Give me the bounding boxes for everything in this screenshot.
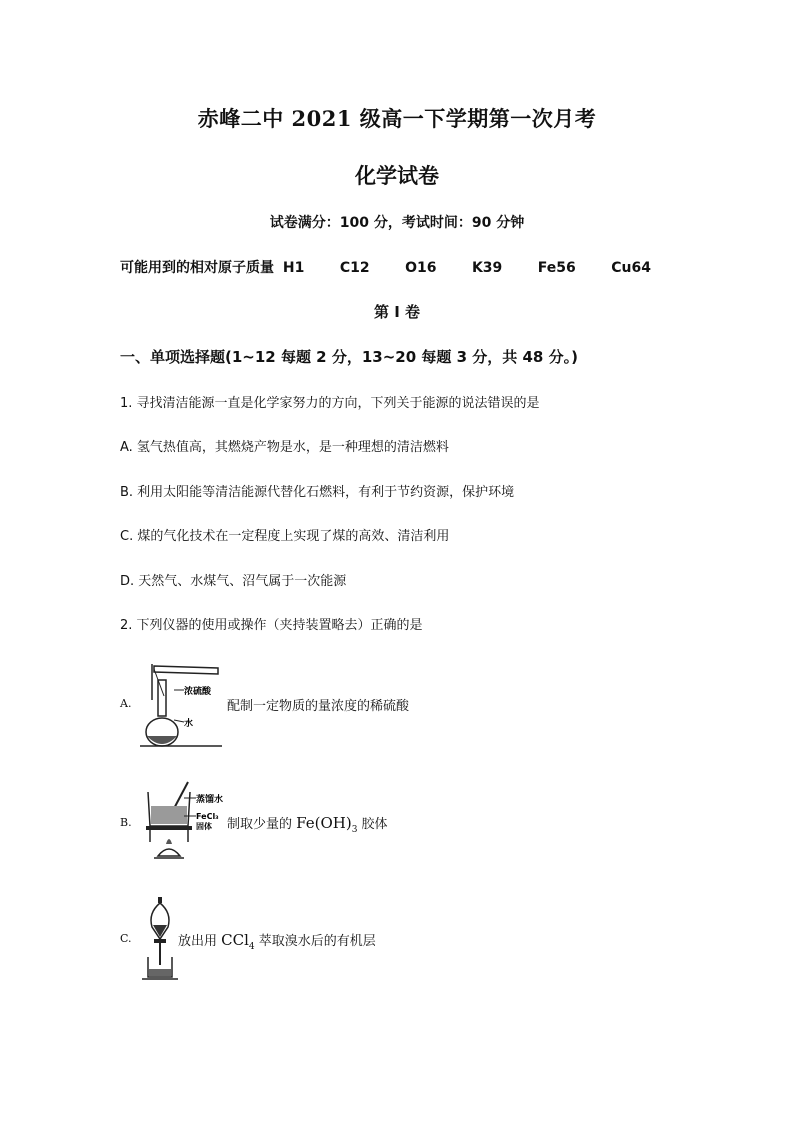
separatory-funnel-figure	[140, 895, 180, 983]
q2-option-c-text-after: 萃取溴水后的有机层	[254, 934, 376, 949]
q2-option-b-letter: B.	[120, 816, 132, 829]
q1-option-b: B. 利用太阳能等清洁能源代替化石燃料，有利于节约资源，保护环境	[120, 485, 515, 500]
volume-label: 第 I 卷	[373, 303, 421, 321]
q1-option-a: A. 氢气热值高，其燃烧产物是水，是一种理想的清洁燃料	[120, 440, 449, 455]
label-concentrated-acid: 浓硫酸	[184, 687, 212, 697]
label-distilled-water: 蒸馏水	[196, 795, 224, 805]
q2-stem: 2. 下列仪器的使用或操作（夹持装置略去）正确的是	[120, 618, 423, 633]
q2-option-c-text	[178, 930, 376, 952]
exam-title: 赤峰二中 2021 级高一下学期第一次月考	[197, 106, 597, 131]
ccl4-formula-sub: 4	[248, 942, 255, 952]
q1-stem: 1. 寻找清洁能源一直是化学家努力的方向，下列关于能源的说法错误的是	[120, 396, 540, 411]
q2-option-a-letter: A.	[120, 697, 132, 710]
fe-oh-3-formula	[296, 814, 358, 835]
exam-subtitle: 化学试卷	[355, 163, 439, 188]
label-fecl3: FeCl₃	[196, 812, 219, 821]
volumetric-flask-figure	[140, 660, 226, 750]
fe-oh-formula-sub: 3	[351, 825, 358, 835]
ccl4-formula	[221, 931, 255, 952]
q2-option-c-letter: C.	[120, 932, 132, 945]
q1-option-d: D. 天然气、水煤气、沼气属于一次能源	[120, 574, 347, 589]
atomic-masses: 可能用到的相对原子质量 H1 C12 O16 K39 Fe56 Cu64	[120, 260, 651, 276]
q2-option-b-text-before: 制取少量的	[227, 817, 297, 832]
label-water: 水	[184, 719, 194, 729]
q1-option-c: C. 煤的气化技术在一定程度上实现了煤的高效、清洁利用	[120, 529, 450, 544]
q2-option-b-text	[227, 813, 388, 835]
q2-option-a-text: 配制一定物质的量浓度的稀硫酸	[227, 699, 410, 714]
q2-option-b-text-after: 胶体	[357, 817, 388, 832]
colloid-apparatus-figure	[140, 776, 226, 868]
section-title: 一、单项选择题(1~12 每题 2 分，13~20 每题 3 分，共 48 分。)	[120, 348, 578, 366]
fe-oh-formula-main: Fe(OH)	[296, 814, 352, 832]
q2-option-c-text-before: 放出用	[178, 934, 222, 949]
exam-meta: 试卷满分：100 分，考试时间：90 分钟	[269, 215, 525, 231]
label-solid: 固体	[196, 822, 212, 831]
ccl4-formula-main: CCl	[221, 931, 249, 949]
